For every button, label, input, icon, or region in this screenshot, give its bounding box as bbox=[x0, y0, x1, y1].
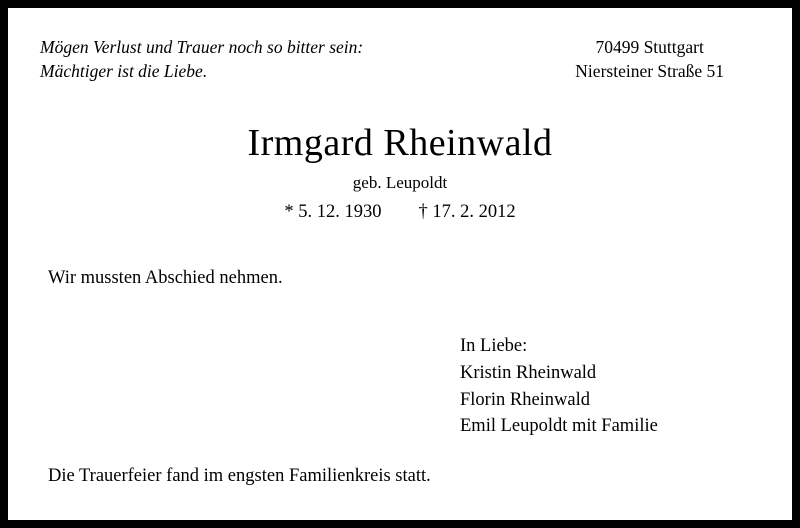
survivor-name: Emil Leupoldt mit Familie bbox=[460, 416, 658, 437]
birth-death-dates: * 5. 12. 1930 † 17. 2. 2012 bbox=[284, 201, 516, 222]
survivors-intro: In Liebe: bbox=[460, 336, 528, 356]
survivor-name: Kristin Rheinwald bbox=[460, 362, 597, 383]
maiden-name: geb. Leupoldt bbox=[352, 172, 448, 192]
address-block bbox=[575, 36, 762, 83]
address-line-2: Niersteiner Straße 51 bbox=[575, 60, 724, 81]
funeral-note: Die Trauerfeier fand im engsten Familienkreis statt. bbox=[48, 466, 431, 486]
survivors-block bbox=[460, 333, 658, 440]
verse-line-1: Mögen Verlust und Trauer noch so bitter sein: bbox=[40, 37, 364, 57]
survivor-name: Florin Rheinwald bbox=[460, 389, 591, 410]
deceased-name: Irmgard Rheinwald bbox=[247, 122, 553, 164]
obituary-notice bbox=[8, 8, 792, 520]
farewell-statement: Wir mussten Abschied nehmen. bbox=[48, 268, 283, 288]
memorial-verse bbox=[40, 36, 363, 83]
address-line-1: 70499 Stuttgart bbox=[595, 37, 704, 57]
header-row bbox=[8, 36, 792, 83]
verse-line-2: Mächtiger ist die Liebe. bbox=[40, 60, 208, 81]
name-block bbox=[8, 123, 792, 223]
